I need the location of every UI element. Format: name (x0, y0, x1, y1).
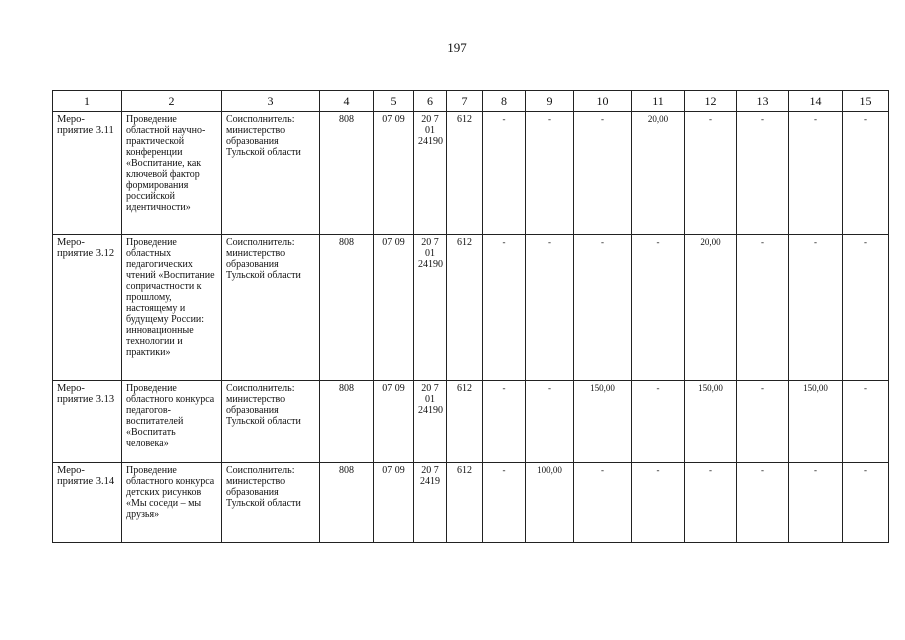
column-header: 13 (737, 91, 789, 112)
value-cell: - (574, 112, 632, 235)
value-cell: 150,00 (685, 381, 737, 463)
event-number: Меро-приятие 3.12 (53, 235, 122, 381)
value-cell: - (574, 463, 632, 543)
expense-type-code: 612 (447, 235, 483, 381)
value-cell: - (483, 463, 526, 543)
page-number: 197 (447, 40, 467, 55)
value-cell: 100,00 (526, 463, 574, 543)
value-cell: - (632, 463, 685, 543)
section-code: 07 09 (374, 112, 414, 235)
table-row (53, 381, 889, 463)
section-code: 07 09 (374, 381, 414, 463)
column-header: 3 (222, 91, 320, 112)
table-row (53, 463, 889, 543)
expense-type-code: 612 (447, 381, 483, 463)
value-cell: - (632, 381, 685, 463)
target-article-code: 20 7 01 24190 (414, 381, 447, 463)
column-header: 12 (685, 91, 737, 112)
grbs-code: 808 (320, 235, 374, 381)
event-executor: Соисполнитель: министерство образования Тульской области (222, 112, 320, 235)
value-cell: - (789, 235, 843, 381)
target-article-code: 20 7 01 24190 (414, 235, 447, 381)
column-header: 4 (320, 91, 374, 112)
value-cell: - (789, 463, 843, 543)
value-cell: - (685, 463, 737, 543)
column-header: 9 (526, 91, 574, 112)
grbs-code: 808 (320, 381, 374, 463)
value-cell: - (789, 112, 843, 235)
table-row (53, 235, 889, 381)
column-header: 2 (122, 91, 222, 112)
header-row (53, 91, 889, 112)
column-header: 5 (374, 91, 414, 112)
value-cell: - (483, 235, 526, 381)
target-article-code: 20 7 2419 (414, 463, 447, 543)
value-cell: - (737, 112, 789, 235)
value-cell: - (737, 235, 789, 381)
target-article-code: 20 7 01 24190 (414, 112, 447, 235)
section-code: 07 09 (374, 235, 414, 381)
column-header: 7 (447, 91, 483, 112)
event-description: Проведение областного конкурса педагогов-воспитателей «Воспитать человека» (122, 381, 222, 463)
value-cell: - (632, 235, 685, 381)
column-header: 11 (632, 91, 685, 112)
column-header: 14 (789, 91, 843, 112)
value-cell: 150,00 (789, 381, 843, 463)
event-executor: Соисполнитель: министерство образования Тульской области (222, 381, 320, 463)
column-header: 15 (843, 91, 889, 112)
value-cell: 20,00 (632, 112, 685, 235)
value-cell: - (843, 381, 889, 463)
expense-type-code: 612 (447, 112, 483, 235)
value-cell: - (574, 235, 632, 381)
event-executor: Соисполнитель: министерство образования Тульской области (222, 463, 320, 543)
column-header: 8 (483, 91, 526, 112)
value-cell: - (737, 463, 789, 543)
event-executor: Соисполнитель: министерство образования Тульской области (222, 235, 320, 381)
event-description: Проведение областных педагогических чтений «Воспитание сопричастности к прошлому, настоящему и будущему России: инновационные технологии и практики» (122, 235, 222, 381)
grbs-code: 808 (320, 112, 374, 235)
value-cell: - (483, 381, 526, 463)
column-header: 1 (53, 91, 122, 112)
column-header: 6 (414, 91, 447, 112)
value-cell: - (843, 463, 889, 543)
column-header: 10 (574, 91, 632, 112)
event-description: Проведение областной научно-практической конференции «Воспитание, как ключевой фактор формирования российской идентичности» (122, 112, 222, 235)
value-cell: - (843, 235, 889, 381)
event-number: Меро-приятие 3.14 (53, 463, 122, 543)
value-cell: - (483, 112, 526, 235)
value-cell: - (526, 235, 574, 381)
value-cell: - (843, 112, 889, 235)
expense-type-code: 612 (447, 463, 483, 543)
value-cell: - (737, 381, 789, 463)
value-cell: 150,00 (574, 381, 632, 463)
value-cell: - (685, 112, 737, 235)
value-cell: - (526, 381, 574, 463)
section-code: 07 09 (374, 463, 414, 543)
table-row (53, 112, 889, 235)
event-description: Проведение областного конкурса детских рисунков «Мы соседи – мы друзья» (122, 463, 222, 543)
value-cell: - (526, 112, 574, 235)
event-number: Меро-приятие 3.11 (53, 112, 122, 235)
grbs-code: 808 (320, 463, 374, 543)
event-number: Меро-приятие 3.13 (53, 381, 122, 463)
value-cell: 20,00 (685, 235, 737, 381)
budget-table (52, 90, 889, 543)
